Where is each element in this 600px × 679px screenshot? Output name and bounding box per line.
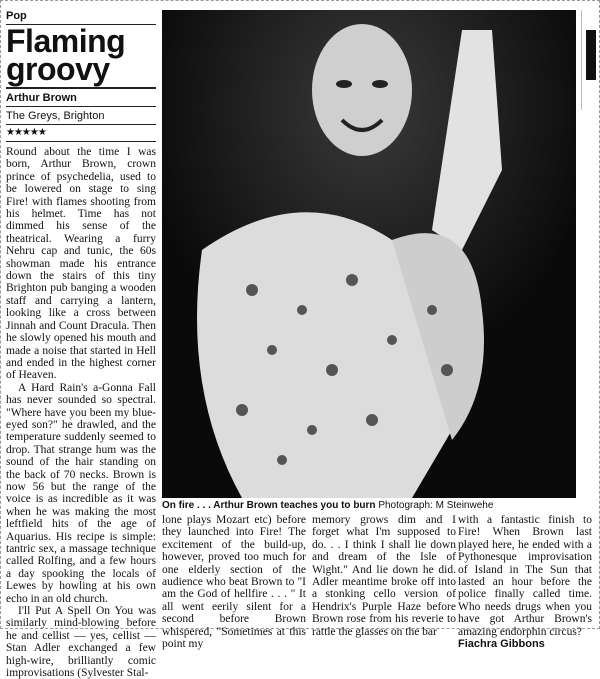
column-text: memory grows dim and I forget what I'm supposed to do. . . I think I shall lie down and dream of the Isle of Wight." And lie down he did. Adler meantime broke off into a stonking cello version of Hendrix's Purple Haze before Brown rose from his reverie to rattle the glasses on the bar	[312, 514, 456, 638]
caption-lead: On fire . . . Arthur Brown teaches you to burn	[162, 500, 376, 511]
column-2	[162, 514, 306, 650]
column-text: with a fantastic finish to Fire! When Brown last played here, he ended with a Pythonesque improvisation of Island in The Sun that lasted an hour before the police finally called time. Who needs drugs when you have got Arthur Brown's amazing endorphin circus?	[458, 514, 592, 638]
section-label: Pop	[6, 10, 156, 25]
byline: Fiachra Gibbons	[458, 638, 545, 651]
venue: The Greys, Brighton	[6, 107, 156, 125]
photo-caption	[162, 500, 576, 511]
star-rating: ★★★★★	[6, 125, 156, 142]
adjacent-page-edge	[581, 10, 600, 110]
caption-credit: Photograph: M Steinwehe	[378, 500, 494, 511]
column-4	[458, 514, 592, 650]
column-text: lone plays Mozart etc) before they launched into Fire! The excitement of the build-up, however, proved too much for one elderly section of the audience who beat Brown to "I am the God of hellfire . . . " It all went eerily silent for a second before Brown whispered, "Sometimes at this point my	[162, 514, 306, 651]
headline: Flaming groovy	[6, 27, 156, 89]
body-paragraph: Round about the time I was born, Arthur Brown, crown prince of psychedelia, used to be lowered on stage to sing Fire! with flames shooting from his helmet. Time has not dimmed his sense of the theatrical. Wearing a furry Nehru cap and tunic, the 60s showman made his entrance down the stairs of this tiny Brighton pub banging a wooden staff and carrying a lantern, looking like a cross between Jinnah and Count Dracula. Then he slowly opened his mouth and made a noise that started in Hell and ended in the highest corner of Heaven.	[6, 146, 156, 382]
article-body	[6, 146, 156, 679]
article-left-column	[6, 10, 156, 679]
body-paragraph: I'll Put A Spell On You was similarly mind-blowing before he and cellist — yes, cellist — Stan Adler exchanged a few high-wire, brilliantly comic improvisations (Sylvester Stal-	[6, 605, 156, 679]
body-paragraph: A Hard Rain's a-Gonna Fall has never sounded so spectral. "Where have you been my blue-eyed son?" he drawled, and the temperature suddenly seemed to drop. That strange hum was the sound of the hair standing on the back of 70 necks. Brown is now 56 but the range of the voice is as incredible as it was when he was making the most leftfield hits of the age of Aquarius. His recipe is simple: tantric sex, a massage technique called Rolfing, and a few hours a day spooking the locals of Lewes by howling at his own echo in an old church.	[6, 381, 156, 605]
artist-name: Arthur Brown	[6, 89, 156, 107]
column-3	[312, 514, 456, 638]
performer-photo	[162, 10, 576, 498]
photo-illustration	[162, 10, 576, 498]
